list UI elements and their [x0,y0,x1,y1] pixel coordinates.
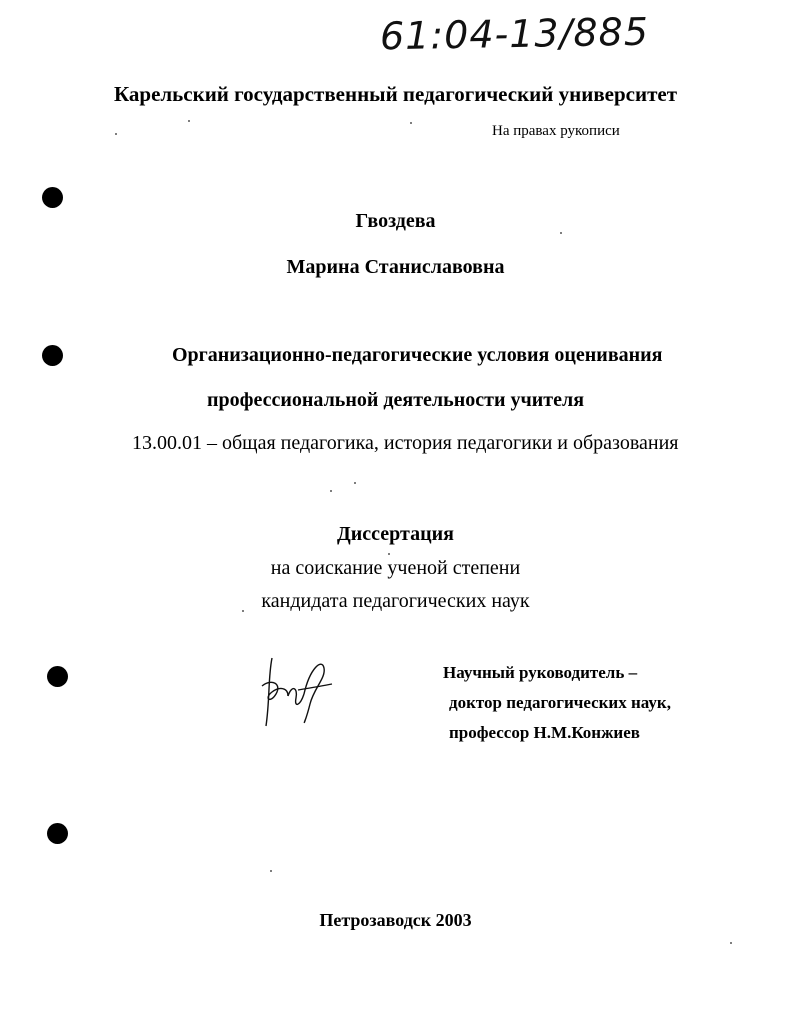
archive-number: 61:04-13/885 [379,9,650,59]
scan-speck [354,482,356,484]
scan-speck [560,232,562,234]
scan-speck [115,133,117,135]
scan-speck [270,870,272,872]
supervisor-name: профессор Н.М.Конжиев [449,723,640,742]
punch-hole-4 [47,823,68,844]
punch-hole-1 [42,187,63,208]
punch-hole-2 [42,345,63,366]
punch-hole-3 [47,666,68,687]
specialty-code: 13.00.01 – общая педагогика, история педагогики и образования [132,432,679,454]
thesis-title-line-1: Организационно-педагогические условия оценивания [172,344,663,366]
author-given-names: Марина Станиславовна [286,256,505,278]
thesis-title-line-2: профессиональной деятельности учителя [206,389,585,411]
city-year: Петрозаводск 2003 [319,910,472,930]
scan-speck [188,120,190,122]
rights-note: На правах рукописи [492,123,620,139]
university-name: Карельский государственный педагогический университет [113,82,678,106]
author-surname: Гвоздева [355,210,436,232]
document-type: Диссертация [337,523,454,545]
supervisor-signature [258,648,338,730]
degree-line-2: кандидата педагогических наук [261,590,530,612]
scan-speck [330,490,332,492]
supervisor-role: Научный руководитель – [443,663,638,682]
scan-speck [388,553,390,555]
scan-speck [730,942,732,944]
degree-line-1: на соискание ученой степени [270,557,521,579]
scan-speck [242,610,244,612]
scan-speck [410,122,412,124]
supervisor-degree: доктор педагогических наук, [449,693,671,712]
